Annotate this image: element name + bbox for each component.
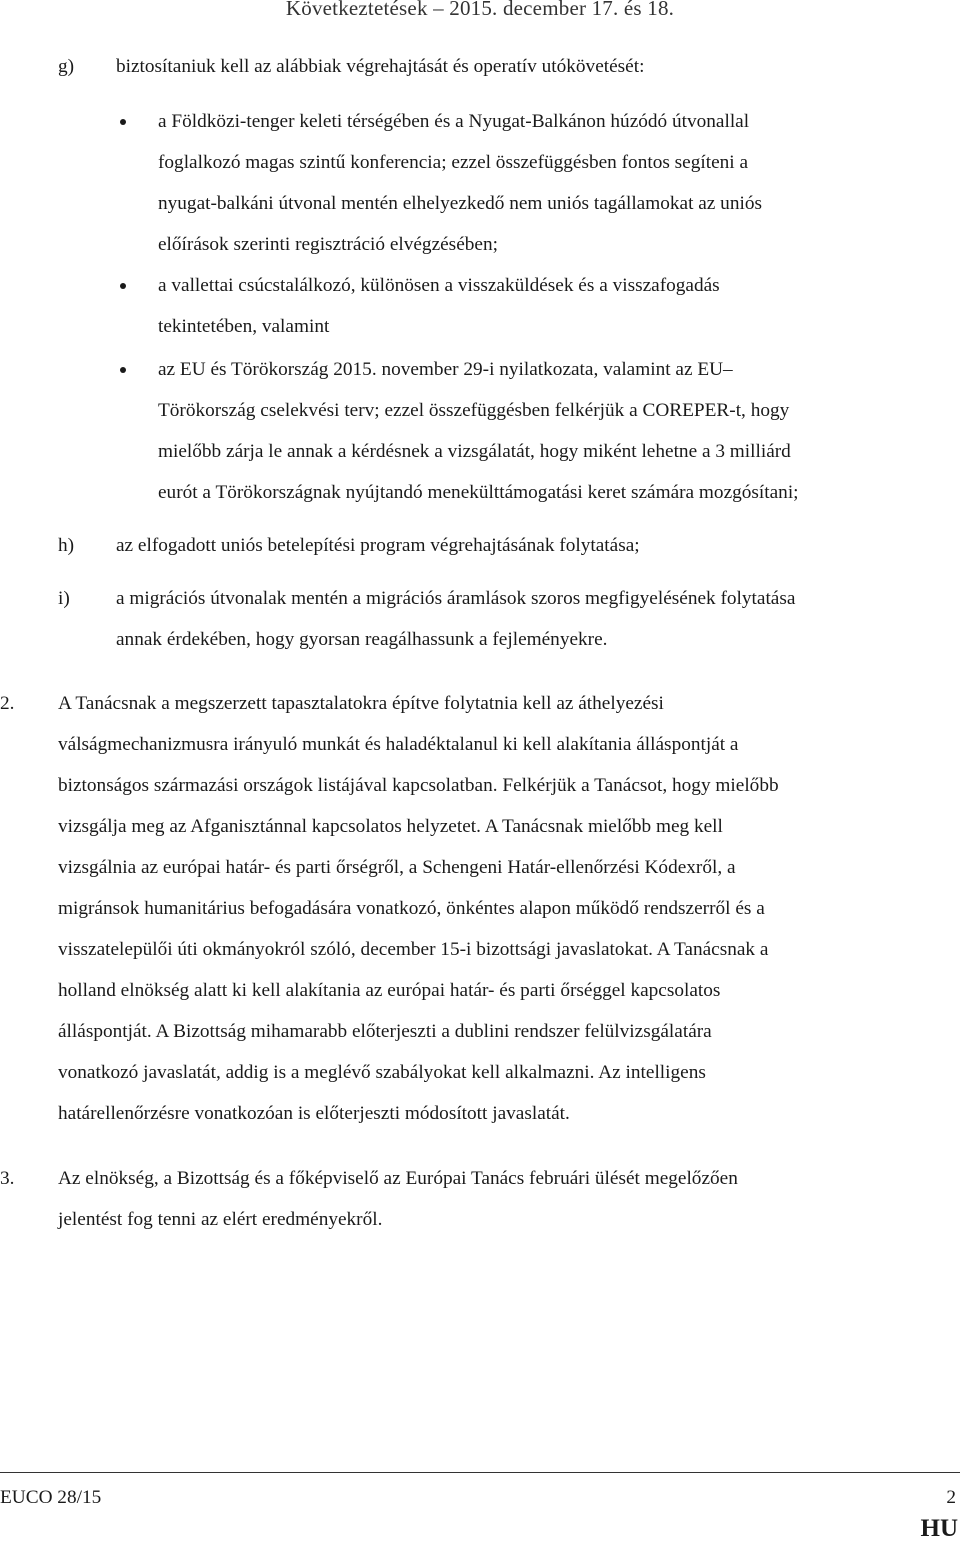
paragraph-3-line-1: Az elnökség, a Bizottság és a főképviselő az Európai Tanács februári ülését megelőzően [58,1168,738,1189]
paragraph-3-number: 3. [0,1168,15,1189]
bullet-2-line-1: a vallettai csúcstalálkozó, különösen a visszaküldések és a visszafogadás [158,275,720,296]
bullet-icon [120,283,126,289]
item-i-line-2: annak érdekében, hogy gyorsan reagálhassunk a fejleményekre. [116,629,608,650]
paragraph-2-line-5: vizsgálnia az európai határ- és parti őrségről, a Schengeni Határ-ellenőrzési Kódexről, a [58,857,736,878]
bullet-3-line-2: Törökország cselekvési terv; ezzel összefüggésben felkérjük a COREPER-t, hogy [158,400,790,421]
paragraph-2-line-8: holland elnökség alatt ki kell alakítania az európai határ- és parti őrséggel kapcsolatos [58,980,721,1001]
paragraph-2-line-10: vonatkozó javaslatát, addig is a meglévő szabályokat kell alkalmazni. Az intelligens [58,1062,706,1083]
footer-divider [0,1472,960,1473]
paragraph-2-line-9: álláspontját. A Bizottság mihamarabb előterjeszti a dublini rendszer felülvizsgálatára [58,1021,712,1042]
item-label-i: i) [58,588,70,609]
paragraph-2-line-6: migránsok humanitárius befogadására vonatkozó, önkéntes alapon működő rendszerről és a [58,898,765,919]
item-i-line-1: a migrációs útvonalak mentén a migrációs áramlások szoros megfigyelésének folytatása [116,588,796,609]
item-h-text: az elfogadott uniós betelepítési program végrehajtásának folytatása; [116,535,640,556]
paragraph-2-line-1: A Tanácsnak a megszerzett tapasztalatokra építve folytatnia kell az áthelyezési [58,693,664,714]
item-label-h: h) [58,535,75,556]
item-g-intro: biztosítaniuk kell az alábbiak végrehajtását és operatív utókövetését: [116,56,645,77]
bullet-icon [120,367,126,373]
paragraph-2-line-4: vizsgálja meg az Afganisztánnal kapcsolatos helyzetet. A Tanácsnak mielőbb meg kell [58,816,723,837]
bullet-2-line-2: tekintetében, valamint [158,316,330,337]
bullet-icon [120,119,126,125]
paragraph-2-number: 2. [0,693,15,714]
bullet-3-line-3: mielőbb zárja le annak a kérdésnek a vizsgálatát, hogy miként lehetne a 3 milliárd [158,441,791,462]
paragraph-2-line-11: határellenőrzésre vonatkozóan is előterjeszti módosított javaslatát. [58,1103,570,1124]
language-code: HU [920,1515,958,1542]
running-header: Következtetések – 2015. december 17. és 18. [285,0,675,20]
bullet-1-line-3: nyugat-balkáni útvonal mentén elhelyezkedő nem uniós tagállamokat az uniós [158,193,762,214]
paragraph-2-line-2: válságmechanizmusra irányuló munkát és haladéktalanul ki kell alakítania álláspontját a [58,734,739,755]
bullet-1-line-1: a Földközi-tenger keleti térségében és a Nyugat-Balkánon húzódó útvonallal [158,111,750,132]
bullet-1-line-4: előírások szerinti regisztráció elvégzésében; [158,234,498,255]
paragraph-2-line-3: biztonságos származási országok listájával kapcsolatban. Felkérjük a Tanácsot, hogy mielőbb [58,775,779,796]
bullet-3-line-4: eurót a Törökországnak nyújtandó menekülttámogatási keret számára mozgósítani; [158,482,799,503]
document-reference: EUCO 28/15 [0,1487,102,1508]
paragraph-3-line-2: jelentést fog tenni az elért eredményekről. [58,1209,383,1230]
page-number: 2 [946,1487,956,1508]
bullet-3-line-1: az EU és Törökország 2015. november 29-i nyilatkozata, valamint az EU– [158,359,733,380]
paragraph-2-line-7: visszatelepülői úti okmányokról szóló, december 15-i bizottsági javaslatokat. A Tanácsnak a [58,939,769,960]
bullet-1-line-2: foglalkozó magas szintű konferencia; ezzel összefüggésben fontos segíteni a [158,152,749,173]
item-label-g: g) [58,56,75,77]
